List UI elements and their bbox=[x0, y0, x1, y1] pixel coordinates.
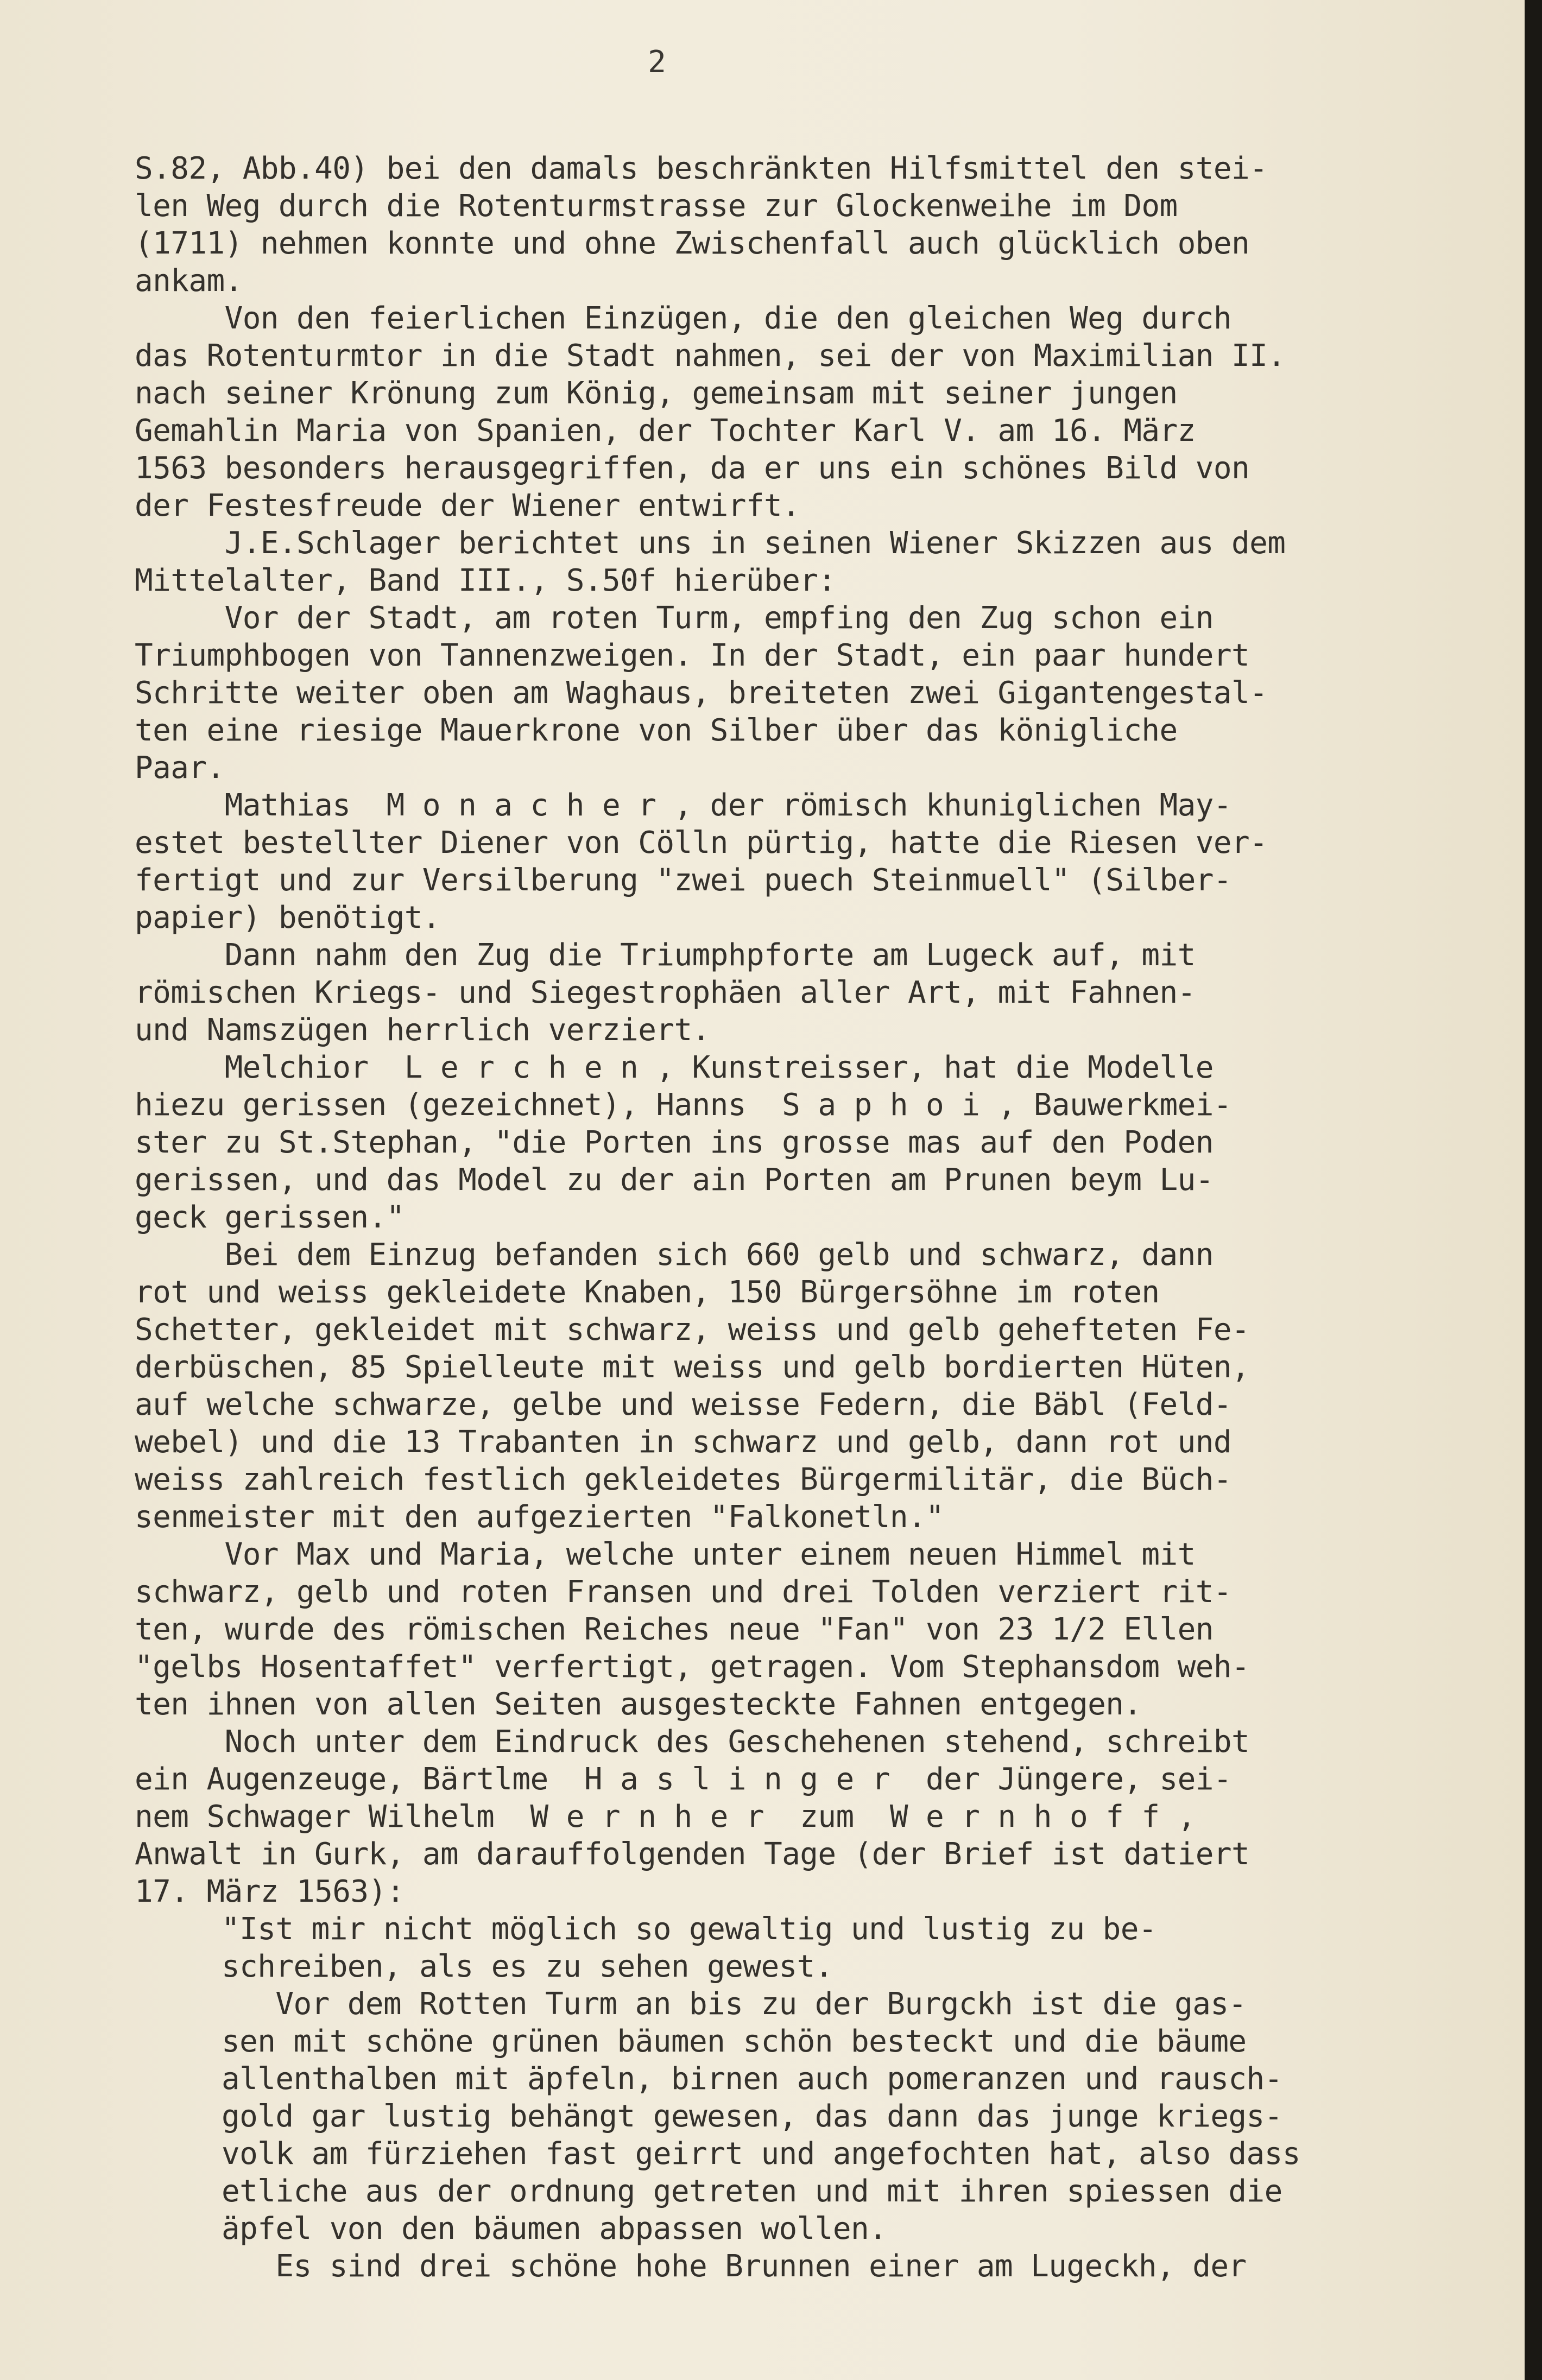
text-line: Vor dem Rotten Turm an bis zu der Burgckh ist die gas- bbox=[222, 1986, 1247, 2022]
text-line: J.E.Schlager berichtet uns in seinen Wiener Skizzen aus dem bbox=[135, 526, 1286, 561]
text-line: nach seiner Krönung zum König, gemeinsam mit seiner jungen bbox=[135, 376, 1196, 411]
text-line: 1563 besonders herausgegriffen, da er uns ein schönes Bild von bbox=[135, 451, 1250, 486]
text-line: len Weg durch die Rotenturmstrasse zur Glockenweihe im Dom bbox=[135, 188, 1178, 224]
paragraph-triumphpforte bbox=[135, 936, 1514, 1049]
text-line: ten eine riesige Mauerkrone von Silber über das königliche bbox=[135, 713, 1178, 748]
text-line: (1711) nehmen konnte und ohne Zwischenfall auch glücklich oben bbox=[135, 226, 1250, 261]
text-line: Bei dem Einzug befanden sich 660 gelb und schwarz, dann bbox=[135, 1237, 1214, 1273]
text-line: Von den feierlichen Einzügen, die den gleichen Weg durch bbox=[135, 301, 1232, 336]
text-line: "Ist mir nicht möglich so gewaltig und lustig zu be- bbox=[222, 1911, 1157, 1947]
text-line: ein Augenzeuge, Bärtlme H a s l i n g e r der Jüngere, sei- bbox=[135, 1762, 1232, 1797]
text-line: ten, wurde des römischen Reiches neue "Fan" von 23 1/2 Ellen bbox=[135, 1612, 1214, 1647]
text-line: "gelbs Hosentaffet" verfertigt, getragen. Vom Stephansdom weh- bbox=[135, 1649, 1250, 1685]
paragraph-intro-fragment bbox=[135, 150, 1514, 300]
text-line: Mittelalter, Band III., S.50f hierüber: bbox=[135, 563, 836, 598]
typescript-body bbox=[135, 150, 1514, 2285]
text-line: rot und weiss gekleidete Knaben, 150 Bürgersöhne im roten bbox=[135, 1275, 1160, 1310]
text-line: Mathias M o n a c h e r , der römisch khuniglichen May- bbox=[135, 788, 1232, 823]
text-line: weiss zahlreich festlich gekleidetes Bürgermilitär, die Büch- bbox=[135, 1462, 1232, 1497]
text-line: papier) benötigt. bbox=[135, 900, 440, 935]
paragraph-quote-3 bbox=[135, 2248, 1514, 2285]
text-line: ster zu St.Stephan, "die Porten ins grosse mas auf den Poden bbox=[135, 1125, 1214, 1160]
text-line: geck gerissen." bbox=[135, 1200, 405, 1235]
paragraph-quote-2 bbox=[135, 1985, 1514, 2248]
paragraph-max-maria bbox=[135, 1536, 1514, 1723]
text-line: estet bestellter Diener von Cölln pürtig, hatte die Riesen ver- bbox=[135, 825, 1268, 860]
text-line: Anwalt in Gurk, am darauffolgenden Tage (der Brief ist datiert bbox=[135, 1837, 1250, 1872]
text-line: nem Schwager Wilhelm W e r n h e r zum W e r n h o f f , bbox=[135, 1799, 1196, 1834]
text-line: Dann nahm den Zug die Triumphpforte am Lugeck auf, mit bbox=[135, 938, 1196, 973]
text-line: Schetter, gekleidet mit schwarz, weiss und gelb gehefteten Fe- bbox=[135, 1312, 1250, 1347]
text-line: auf welche schwarze, gelbe und weisse Federn, die Bäbl (Feld- bbox=[135, 1387, 1232, 1422]
paragraph-lerchen bbox=[135, 1049, 1514, 1236]
text-line: schwarz, gelb und roten Fransen und drei Tolden verziert rit- bbox=[135, 1574, 1232, 1610]
text-line: etliche aus der ordnung getreten und mit ihren spiessen die bbox=[222, 2174, 1282, 2209]
text-line: allenthalben mit äpfeln, birnen auch pomeranzen und rausch- bbox=[222, 2061, 1282, 2097]
text-line: äpfel von den bäumen abpassen wollen. bbox=[222, 2211, 887, 2246]
text-line: fertigt und zur Versilberung "zwei puech Steinmuell" (Silber- bbox=[135, 863, 1232, 898]
paragraph-maximilian-entry bbox=[135, 300, 1514, 524]
text-line: Vor Max und Maria, welche unter einem neuen Himmel mit bbox=[135, 1537, 1196, 1572]
text-line: schreiben, als es zu sehen gewest. bbox=[222, 1949, 833, 1984]
text-line: Paar. bbox=[135, 750, 225, 786]
paragraph-schlager-citation bbox=[135, 524, 1514, 599]
paragraph-haslinger bbox=[135, 1723, 1514, 1910]
paragraph-triumphbogen bbox=[135, 599, 1514, 787]
text-line: das Rotenturmtor in die Stadt nahmen, sei der von Maximilian II. bbox=[135, 338, 1286, 374]
text-line: volk am fürziehen fast geirrt und angefochten hat, also dass bbox=[222, 2136, 1300, 2172]
text-line: derbüschen, 85 Spielleute mit weiss und gelb bordierten Hüten, bbox=[135, 1350, 1250, 1385]
text-line: Triumphbogen von Tannenzweigen. In der Stadt, ein paar hundert bbox=[135, 638, 1250, 673]
text-line: gold gar lustig behängt gewesen, das dann das junge kriegs- bbox=[222, 2099, 1282, 2134]
paragraph-monacher bbox=[135, 787, 1514, 936]
paragraph-einzug bbox=[135, 1236, 1514, 1536]
text-line: gerissen, und das Model zu der ain Porten am Prunen beym Lu- bbox=[135, 1162, 1214, 1198]
text-line: Schritte weiter oben am Waghaus, breiteten zwei Gigantengestal- bbox=[135, 675, 1268, 711]
text-line: ankam. bbox=[135, 263, 243, 299]
text-line: hiezu gerissen (gezeichnet), Hanns S a p h o i , Bauwerkmei- bbox=[135, 1087, 1232, 1123]
paragraph-quote-1 bbox=[135, 1910, 1514, 1985]
text-line: 17. März 1563): bbox=[135, 1874, 405, 1909]
text-line: ten ihnen von allen Seiten ausgesteckte Fahnen entgegen. bbox=[135, 1687, 1142, 1722]
text-line: Es sind drei schöne hohe Brunnen einer am Lugeckh, der bbox=[222, 2249, 1247, 2284]
text-line: der Festesfreude der Wiener entwirft. bbox=[135, 488, 800, 523]
text-line: senmeister mit den aufgezierten "Falkonetln." bbox=[135, 1499, 944, 1535]
text-line: Gemahlin Maria von Spanien, der Tochter Karl V. am 16. März bbox=[135, 413, 1196, 448]
text-line: Noch unter dem Eindruck des Geschehenen stehend, schreibt bbox=[135, 1724, 1250, 1759]
text-line: webel) und die 13 Trabanten in schwarz und gelb, dann rot und bbox=[135, 1425, 1232, 1460]
text-line: S.82, Abb.40) bei den damals beschränkten Hilfsmittel den stei- bbox=[135, 151, 1268, 186]
text-line: Vor der Stadt, am roten Turm, empfing den Zug schon ein bbox=[135, 600, 1214, 636]
text-line: und Namszügen herrlich verziert. bbox=[135, 1012, 710, 1048]
text-line: Melchior L e r c h e n , Kunstreisser, hat die Modelle bbox=[135, 1050, 1214, 1085]
text-line: römischen Kriegs- und Siegestrophäen aller Art, mit Fahnen- bbox=[135, 975, 1196, 1010]
text-line: sen mit schöne grünen bäumen schön besteckt und die bäume bbox=[222, 2024, 1247, 2059]
scan-border bbox=[1525, 0, 1542, 2380]
page-number: 2 bbox=[648, 45, 666, 80]
